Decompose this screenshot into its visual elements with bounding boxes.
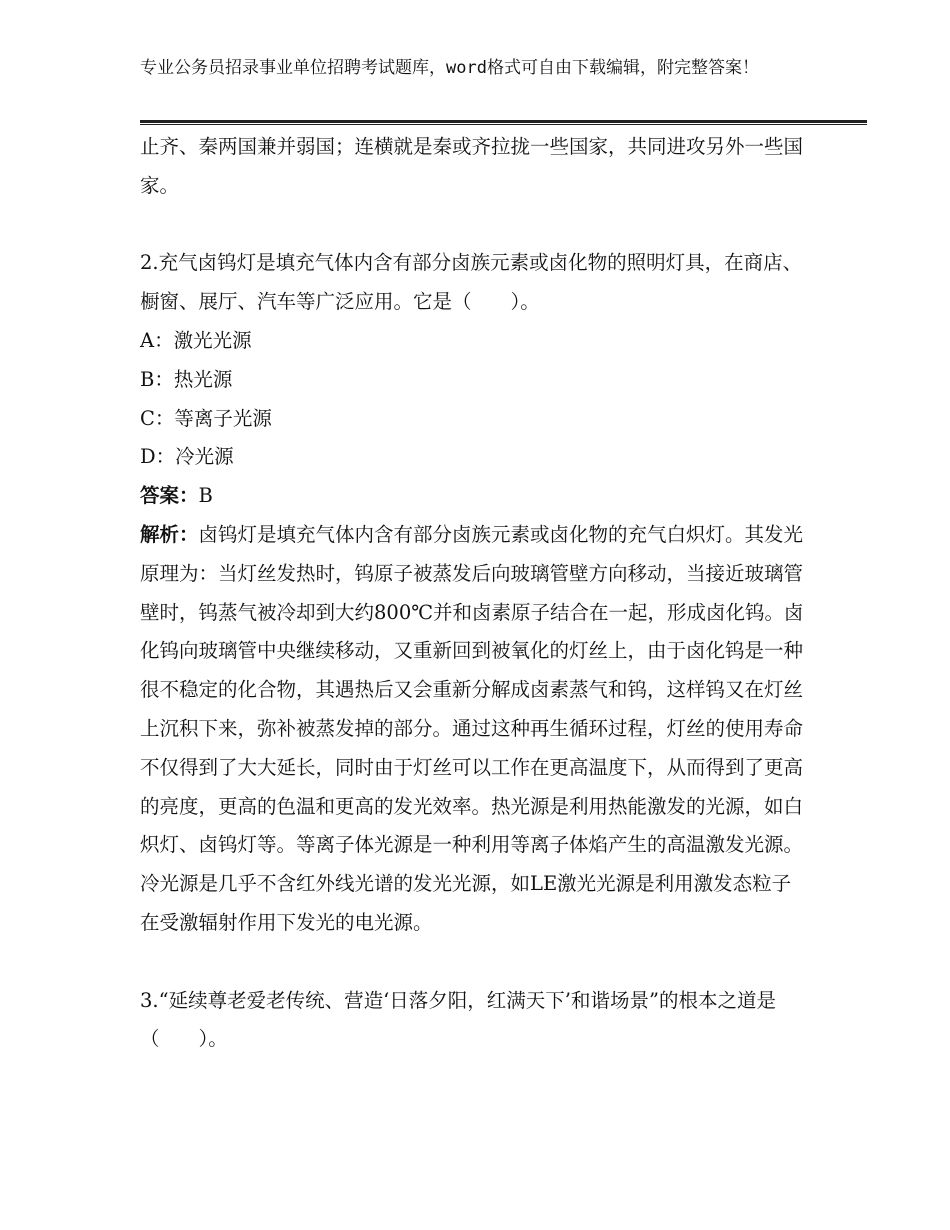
question-2 [140, 244, 810, 942]
spacer [140, 206, 810, 245]
answer-label: 答案： [140, 484, 199, 508]
answer-value: B [198, 484, 213, 508]
option-a: A：激光光源 [140, 328, 252, 352]
analysis-paragraph [140, 516, 810, 943]
question-3 [140, 982, 810, 1060]
option-d: D：冷光源 [140, 445, 234, 469]
document-body [140, 128, 810, 1059]
header-divider [140, 120, 867, 125]
question-stem: 3.“延续尊老爱老传统、营造‘日落夕阳，红满天下’和谐场景”的根本之道是（ ）。 [140, 988, 776, 1051]
page-header: 专业公务员招录事业单位招聘考试题库，word格式可自由下载编辑，附完整答案！ [140, 58, 759, 78]
option-c: C：等离子光源 [140, 406, 272, 430]
continuation-paragraph: 止齐、秦两国兼并弱国；连横就是秦或齐拉拢一些国家，共同进攻另外一些国家。 [140, 135, 804, 197]
spacer [140, 943, 810, 982]
option-b: B：热光源 [140, 367, 233, 391]
question-stem: 2.充气卤钨灯是填充气体内含有部分卤族元素或卤化物的照明灯具，在商店、橱窗、展厅、汽车等广泛应用。它是（ ）。 [140, 251, 803, 314]
analysis-text: 卤钨灯是填充气体内含有部分卤族元素或卤化物的充气白炽灯。其发光原理为：当灯丝发热时，钨原子被蒸发后向玻璃管壁方向移动，当接近玻璃管壁时，钨蒸气被冷却到大约800℃并和卤素原子结合在一起，形成卤化钨。卤化钨向玻璃管中央继续移动，又重新回到被氧化的灯丝上，由于卤化钨是一种很不稳定的化合物，其遇热后又会重新分解成卤素蒸气和钨，这样钨又在灯丝上沉积下来，弥补被蒸发掉的部分。通过这种再生循环过程，灯丝的使用寿命不仅得到了大大延长，同时由于灯丝可以工作在更高温度下，从而得到了更高的亮度，更高的色温和更高的发光效率。热光源是利用热能激发的光源，如白炽灯、卤钨灯等。等离子体光源是一种利用等离子体焰产生的高温激发光源。冷光源是几乎不含红外线光谱的发光光源，如LE激光光源是利用激发态粒子在受激辐射作用下发光的电光源。 [140, 522, 804, 934]
analysis-label: 解析： [140, 522, 199, 546]
answer-line [140, 477, 810, 516]
